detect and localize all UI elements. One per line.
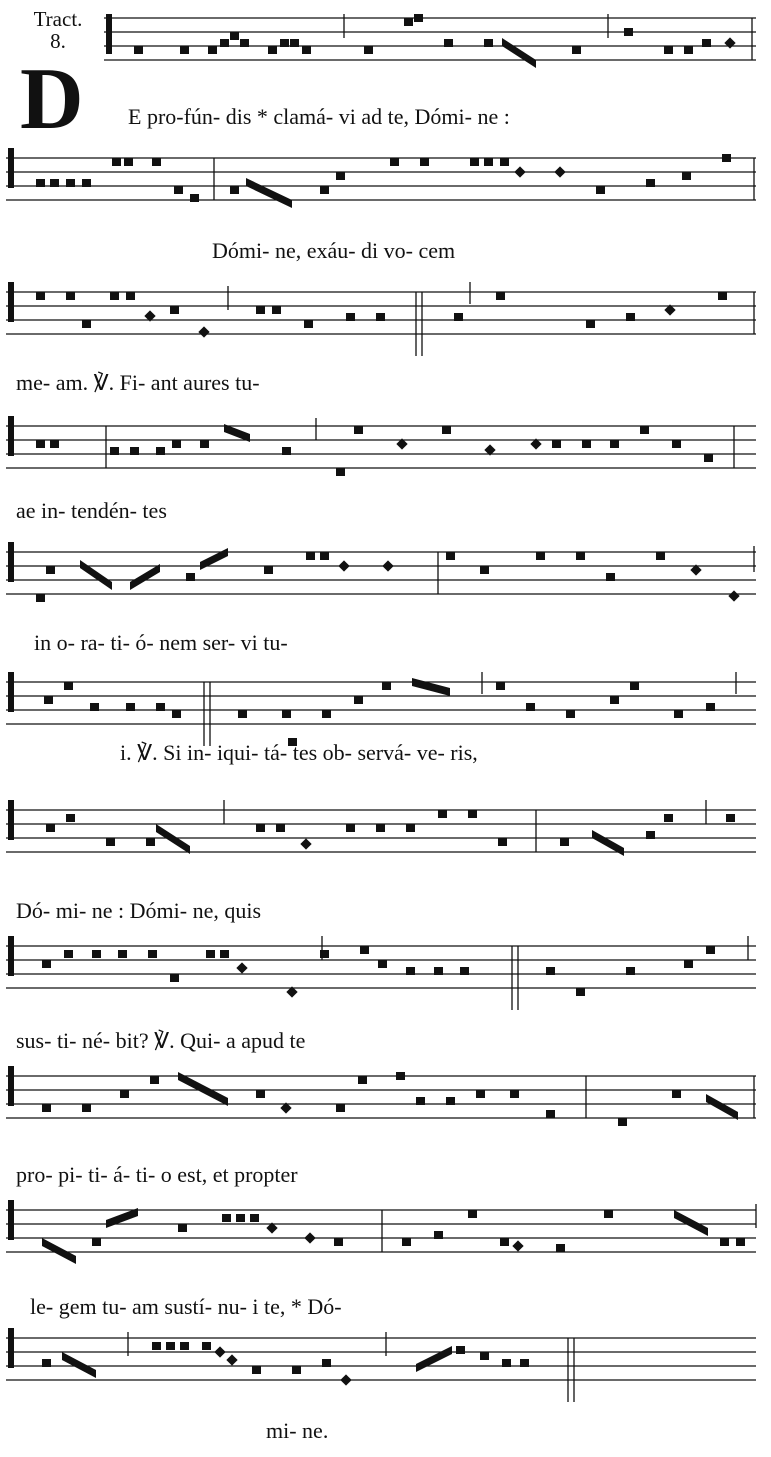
lyric-line: Dó- mi- ne : Dómi- ne, quis <box>16 898 262 923</box>
staff-lines <box>6 416 756 480</box>
lyric-line: in o- ra- ti- ó- nem ser- vi tu- <box>34 630 288 655</box>
staff <box>6 936 756 1000</box>
staff-lines <box>6 936 756 1000</box>
lyric-line: me- am. ℣. Fi- ant aures tu- <box>16 370 260 395</box>
staff-lines <box>6 542 756 606</box>
staff <box>6 542 756 606</box>
chant-header <box>14 8 102 52</box>
staff <box>6 800 756 864</box>
lyric-line: i. ℣. Si in- iqui- tá- tes ob- servá- ve- ris, <box>120 740 478 765</box>
lyric-line: E pro-fún- dis * clamá- vi ad te, Dómi- ne : <box>128 104 510 129</box>
staff <box>6 1200 756 1264</box>
staff-lines <box>6 1328 756 1392</box>
staff-lines <box>6 148 756 212</box>
staff <box>6 672 756 736</box>
staff-lines <box>6 282 756 346</box>
lyric-line: sus- ti- né- bit? ℣. Qui- a apud te <box>16 1028 306 1053</box>
staff <box>6 416 756 480</box>
staff <box>6 1066 756 1130</box>
staff <box>104 8 756 72</box>
lyric-line: Dómi- ne, exáu- di vo- cem <box>212 238 456 263</box>
staff-lines <box>6 800 756 864</box>
mode-number: 8. <box>50 29 66 53</box>
staff <box>6 282 756 346</box>
staff-lines <box>6 672 756 736</box>
chant-genre-label: Tract. <box>33 7 83 31</box>
staff-lines <box>104 8 756 72</box>
initial-letter: D <box>20 51 84 148</box>
staff-lines <box>6 1066 756 1130</box>
staff-lines <box>6 1200 756 1264</box>
lyric-line: pro- pi- ti- á- ti- o est, et propter <box>16 1162 298 1187</box>
staff <box>6 148 756 212</box>
lyric-line: mi- ne. <box>266 1418 329 1443</box>
staff <box>6 1328 756 1392</box>
lyric-line: le- gem tu- am sustí- nu- i te, * Dó- <box>30 1294 342 1319</box>
lyric-line: ae in- tendén- tes <box>16 498 167 523</box>
